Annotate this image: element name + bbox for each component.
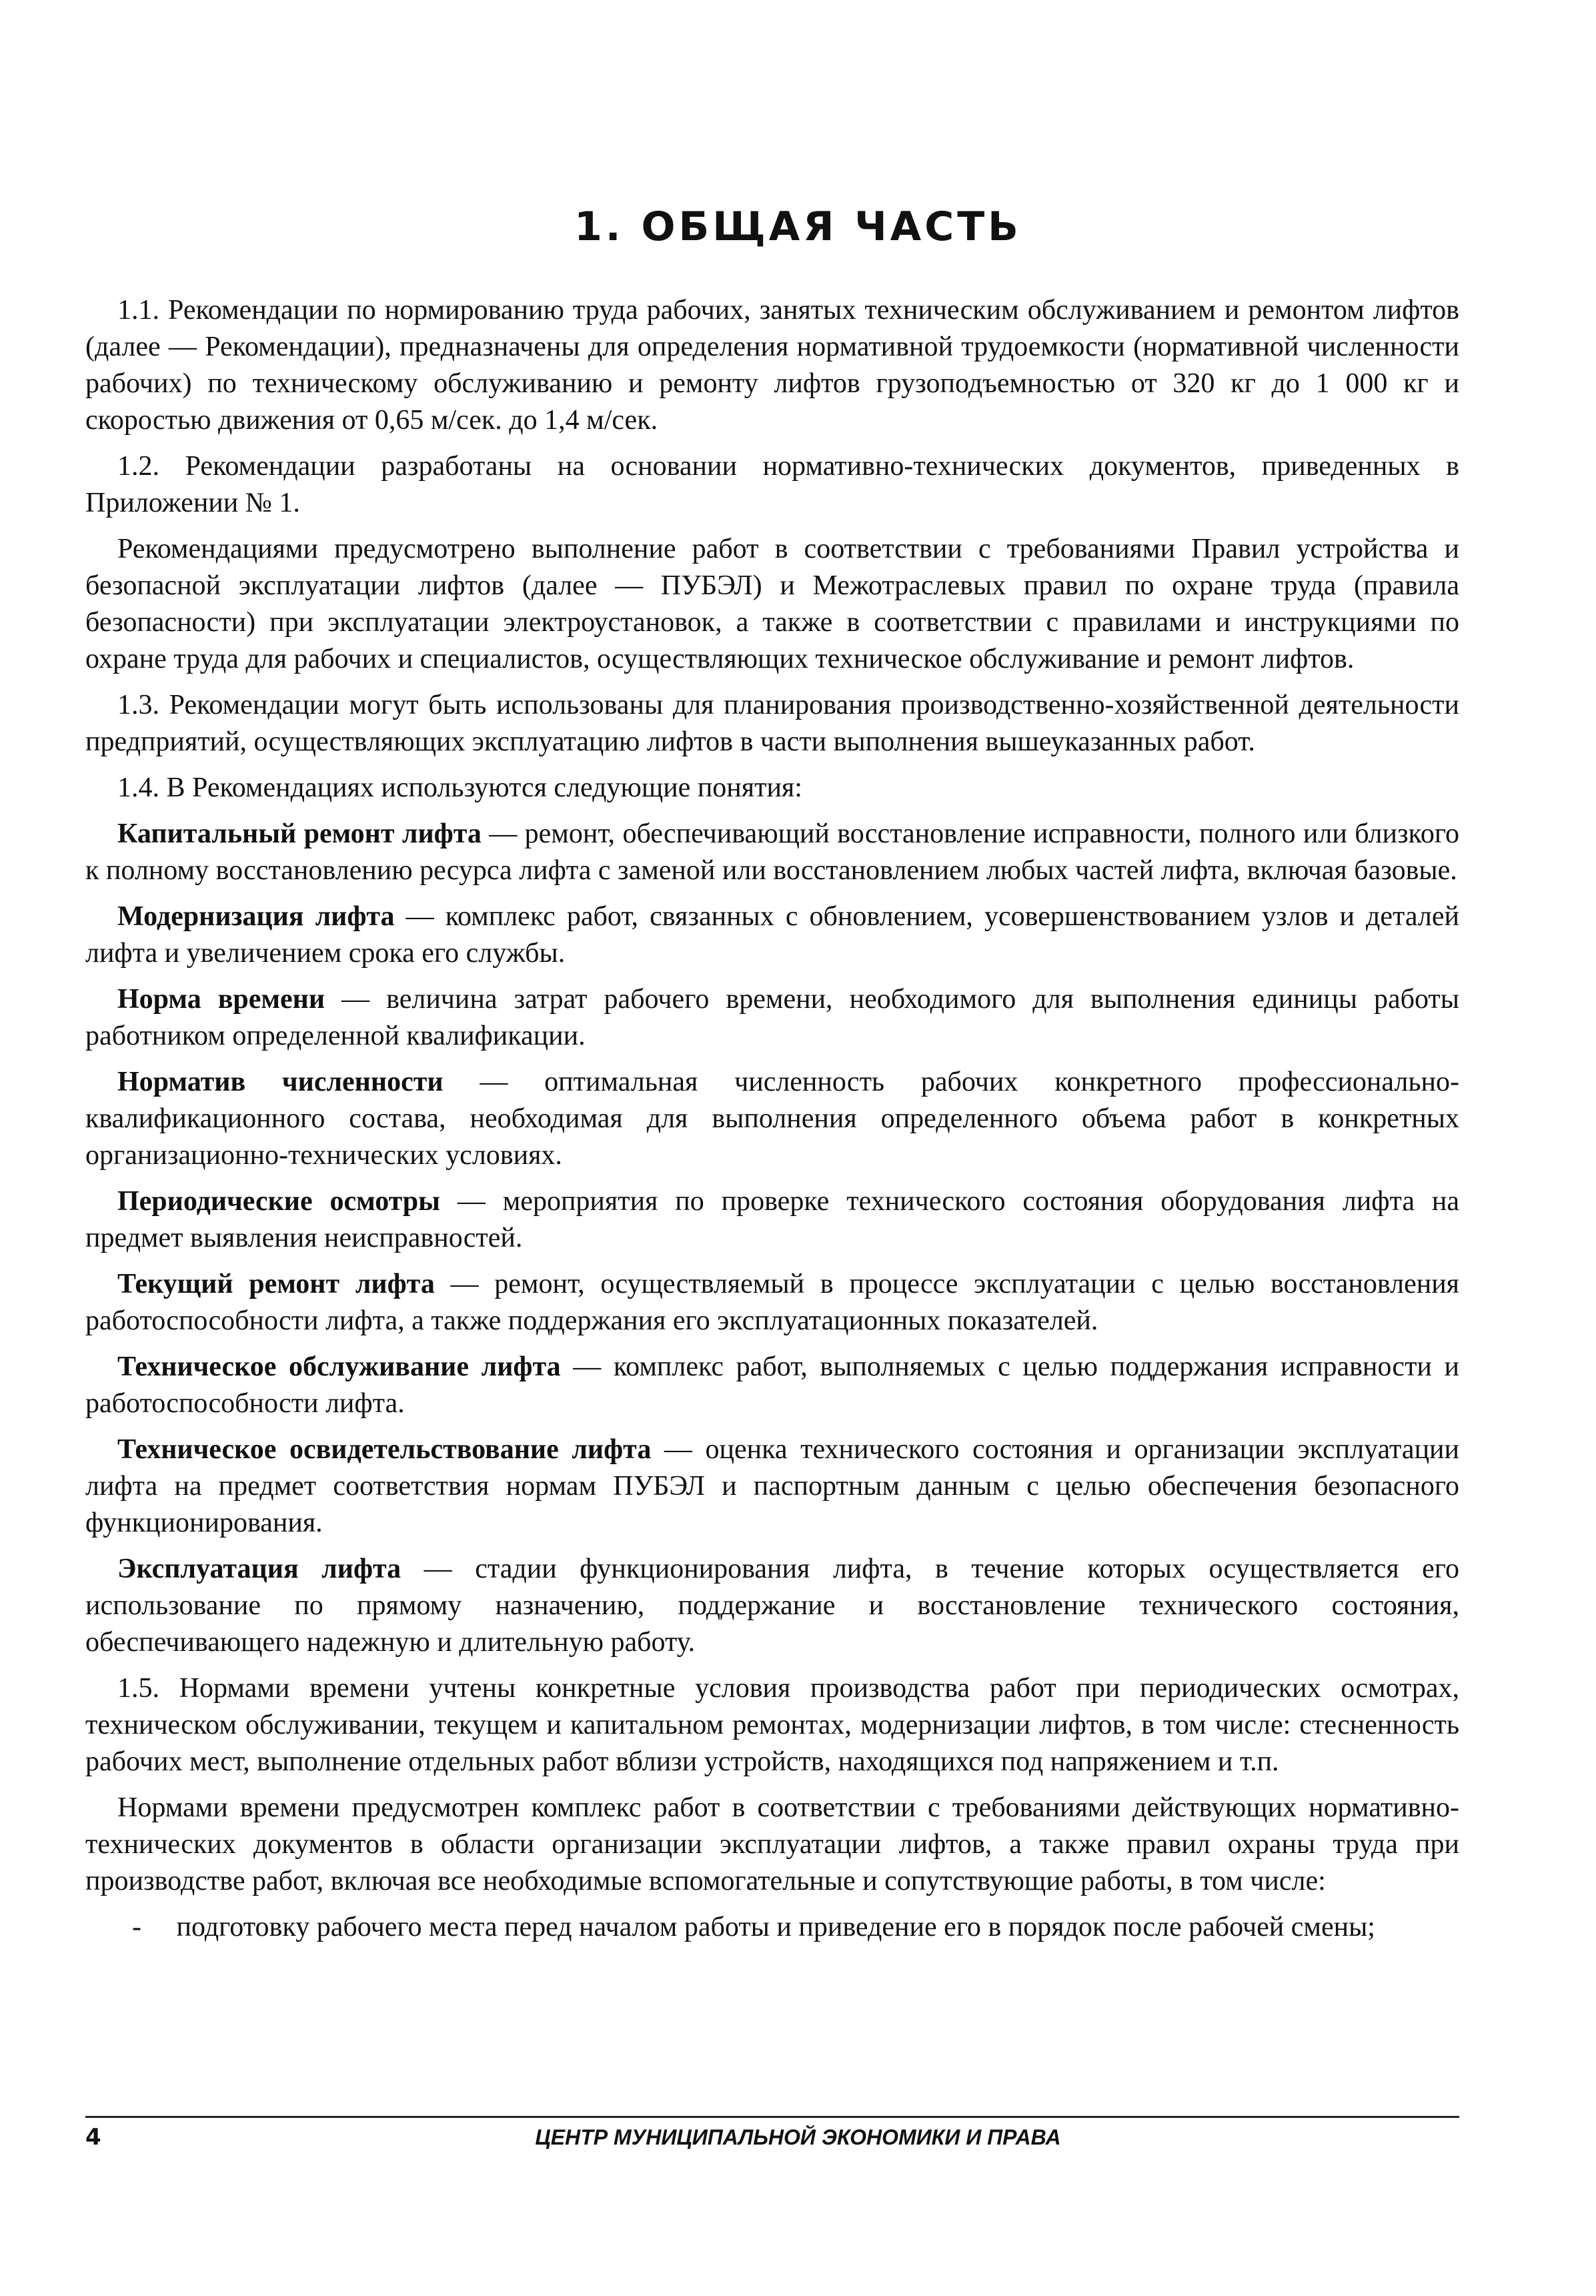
definition-paragraph [85,1266,1459,1339]
definition-term: Норматив численности [117,1067,444,1097]
publisher-name: ЦЕНТР МУНИЦИПАЛЬНОЙ ЭКОНОМИКИ И ПРАВА [535,2125,1061,2149]
definition-term: Периодические осмотры [117,1186,440,1217]
paragraph-text: Рекомендациями предусмотрено выполнение работ в соответствии с требованиями Правил устройства и безопасной эксплуатации лифтов (далее — ПУБЭЛ) и Межотраслевых правил по охране труда (правила безопасности) при эксплуатации электроустановок, а также в соответствии с правилами и инструкциями по охране труда для рабочих и специалистов, осуществляющих техническое обслуживание и ремонт лифтов. [85,534,1459,674]
definition-term: Техническое обслуживание лифта [117,1351,561,1382]
paragraph-text: 1.2. Рекомендации разработаны на основании нормативно-технических документов, приведенных в Приложении № 1. [85,451,1459,518]
section-title: 1. ОБЩАЯ ЧАСТЬ [574,203,1022,250]
definition-paragraph [85,816,1459,889]
paragraph-text: 1.1. Рекомендации по нормированию труда рабочих, занятых техническим обслуживанием и ремонтом лифтов (далее — Рекомендации), предназначены для определения нормативной трудоемкости (нормативной численности рабочих) по техническому обслуживанию и ремонту лифтов грузоподъемностью от 320 кг до 1 000 кг и скоростью движения от 0,65 м/сек. до 1,4 м/сек. [85,295,1459,436]
definition-text: — ремонт, осуществляемый в процессе эксплуатации с целью восстановления работоспособности лифта, а также поддержания его эксплуатационных показателей. [85,1269,1459,1336]
document-body [85,292,1459,1955]
paragraph [85,448,1459,522]
definition-term: Норма времени [117,984,325,1015]
paragraph [85,770,1459,806]
definition-paragraph [85,981,1459,1055]
definition-term: Капитальный ремонт лифта [117,818,482,849]
definition-text: — комплекс работ, выполняемых с целью поддержания исправности и работоспособности лифта. [85,1351,1460,1419]
definition-paragraph [85,1551,1459,1661]
definition-text: — комплекс работ, связанных с обновлением, усовершенствованием узлов и деталей лифта и увеличением срока его службы. [85,901,1459,969]
page-number: 4 [85,2124,101,2151]
paragraph-text: 1.5. Нормами времени учтены конкретные условия производства работ при периодических осмотрах, техническом обслуживании, текущем и капитальном ремонтах, модернизации лифтов, в том числе: стесненность рабочих мест, выполнение отдельных работ вблизи устройств, находящихся под напряжением и т.п. [85,1673,1459,1777]
paragraph-text: 1.3. Рекомендации могут быть использованы для планирования производственно-хозяйственной деятельности предприятий, осуществляющих эксплуатацию лифтов в части выполнения вышеуказанных работ. [85,690,1459,757]
definition-term: Модернизация лифта [117,901,395,932]
paragraph [85,531,1459,678]
definition-paragraph [85,899,1459,972]
footer-divider [85,2116,1459,2118]
definition-term: Текущий ремонт лифта [117,1269,435,1299]
paragraph-text: 1.4. В Рекомендациях используются следующие понятия: [117,772,802,803]
definition-paragraph [85,1349,1459,1422]
definition-paragraph [85,1431,1459,1542]
definition-text: — оценка технического состояния и организации эксплуатации лифта на предмет соответствия нормам ПУБЭЛ и паспортным данным с целью обеспечения безопасного функционирования. [85,1434,1460,1538]
definition-paragraph [85,1183,1459,1257]
paragraph [85,687,1459,760]
definition-text: — величина затрат рабочего времени, необходимого для выполнения единицы работы работником определенной квалификации. [85,984,1459,1051]
definition-text: — ремонт, обеспечивающий восстановление исправности, полного или близкого к полному восстановлению ресурса лифта с заменой или восстановлением любых частей лифта, включая базовые. [85,818,1459,886]
definition-term: Техническое освидетельствование лифта [117,1434,652,1465]
paragraph [85,1790,1459,1900]
definition-term: Эксплуатация лифта [117,1554,402,1584]
paragraph [85,1670,1459,1780]
definition-text: — мероприятия по проверке технического состояния оборудования лифта на предмет выявления неисправностей. [85,1186,1459,1253]
list-item: - подготовку рабочего места перед началом работы и приведение его в порядок после рабочей смены; [132,1912,1375,1942]
definition-paragraph [85,1064,1459,1174]
definition-text: — стадии функционирования лифта, в течение которых осуществляется его использование по прямому назначению, поддержание и восстановление технического состояния, обеспечивающего надежную и длительную работу. [85,1554,1459,1658]
paragraph-text: Нормами времени предусмотрен комплекс работ в соответствии с требованиями действующих нормативно-технических документов в области организации эксплуатации лифтов, а также правил охраны труда при производстве работ, включая все необходимые вспомогательные и сопутствующие работы, в том числе: [85,1792,1459,1896]
definition-text: — оптимальная численность рабочих конкретного профессионально-квалификационного состава, необходимая для выполнения определенного объема работ в конкретных организационно-технических условиях. [85,1067,1459,1171]
paragraph [85,292,1459,439]
